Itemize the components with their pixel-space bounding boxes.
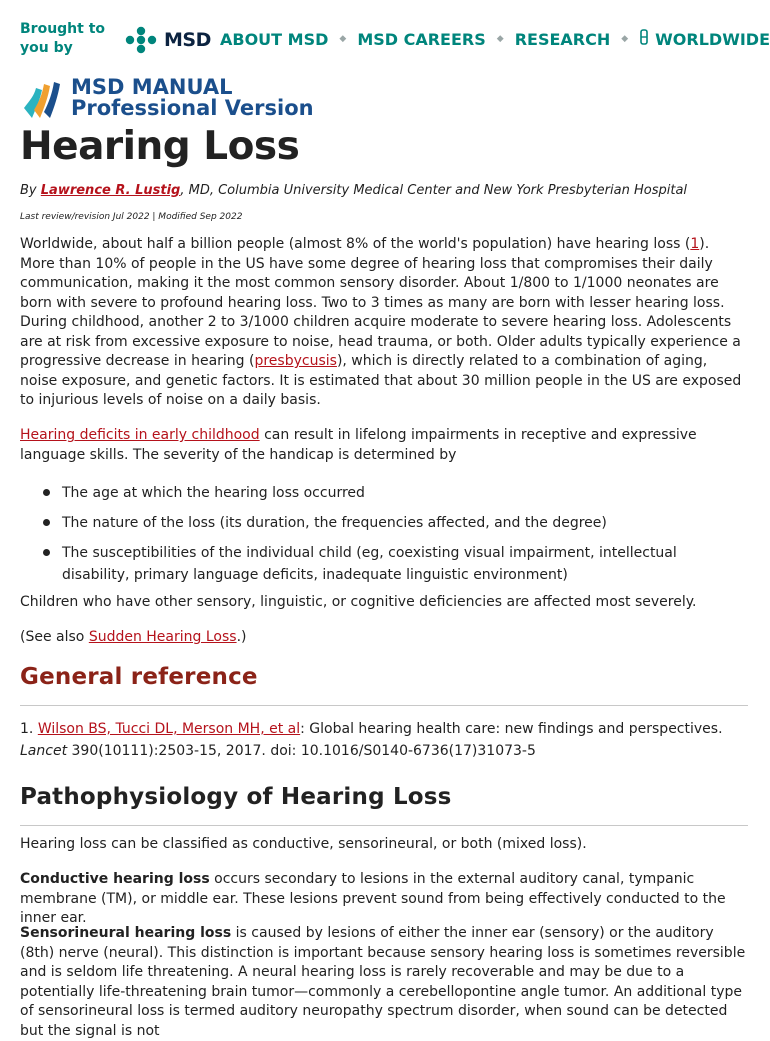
conductive-paragraph — [20, 870, 748, 929]
page-title: Hearing Loss — [20, 124, 300, 169]
classification-paragraph: Hearing loss can be classified as conductive, sensorineural, or both (mixed loss). — [20, 836, 587, 852]
intro-text-3: ), which is directly related to a combination of aging, noise exposure, and genetic factors. It is estimated that about 30 million people in the US are exposed to injurious levels of noise on a daily basis. — [20, 353, 742, 408]
childhood-text: can result in lifelong impairments in receptive and expressive language skills. The severity of the handicap is determined by — [20, 427, 697, 463]
see-also — [20, 628, 748, 648]
list-item: The nature of the loss (its duration, the frequencies affected, and the degree) — [20, 512, 748, 534]
reference-authors-link[interactable]: Wilson BS, Tucci DL, Merson MH, et al — [37, 721, 301, 737]
reference-title: : Global hearing health care: new findings and perspectives. — [300, 721, 723, 737]
reference-entry — [20, 718, 755, 762]
author-link[interactable]: Lawrence R. Lustig — [40, 183, 181, 198]
reference-journal: Lancet — [20, 743, 68, 759]
list-item: The age at which the hearing loss occurred — [20, 482, 748, 504]
severity-list — [20, 482, 748, 594]
byline-prefix: By — [20, 183, 37, 198]
byline — [20, 182, 760, 200]
hearing-deficits-link[interactable]: Hearing deficits in early childhood — [20, 427, 260, 443]
childhood-paragraph — [20, 426, 748, 465]
reference-link-1[interactable]: 1 — [690, 236, 700, 252]
msd-logo-icon — [124, 26, 158, 54]
nav-research[interactable]: RESEARCH — [514, 29, 611, 49]
nav-about-msd[interactable]: ABOUT MSD — [220, 29, 329, 49]
nav-separator-icon: ◆ — [621, 34, 629, 44]
conductive-text: occurs secondary to lesions in the external auditory canal, tympanic membrane (TM), or middle ear. These lesions prevent sound from being effectively conducted to the inner ear. — [20, 871, 726, 926]
see-also-suffix: .) — [236, 629, 247, 645]
msd-manual-logo-icon — [22, 78, 64, 120]
msd-wordmark: MSD — [164, 29, 211, 51]
sensorineural-text: is caused by lesions of either the inner ear (sensory) or the auditory (8th) nerve (neural). This distinction is important because sensory hearing loss is sometimes reversible and is seldom life threatening. A neural hearing loss is rarely recoverable and may be due to a potentially life-threatening brain tumor—commonly a cerebellopontine angle tumor. An additional type of sensorineural loss is termed auditory neuropathy spectrum disorder, when sound can be detected but the signal is not — [20, 925, 746, 1039]
reference-number: 1. — [20, 721, 38, 737]
msd-logo[interactable] — [124, 26, 211, 54]
presbycusis-link[interactable]: presbycusis — [254, 353, 337, 369]
review-date: Last review/revision Jul 2022 | Modified Sep 2022 — [20, 212, 243, 222]
divider — [20, 825, 748, 826]
sensorineural-paragraph — [20, 924, 748, 1041]
byline-affiliation: , MD, Columbia University Medical Center and New York Presbyterian Hospital — [180, 183, 688, 198]
sudden-hearing-loss-link[interactable]: Sudden Hearing Loss — [88, 629, 237, 645]
intro-text-2: ). More than 10% of people in the US have some degree of hearing loss that compromises their daily communication, making it the most common sensory disorder. About 1/800 to 1/1000 neonates are born with severe to profound hearing loss. Two to 3 times as many are born with lesser hearing loss. During childhood, another 2 to 3/1000 children acquire moderate to severe hearing loss. Adolescents are at risk from excessive exposure to noise, head trauma, or both. Older adults typically experience a progressive decrease in hearing ( — [20, 236, 741, 369]
divider — [20, 705, 748, 706]
brand-line1: MSD MANUAL — [71, 75, 233, 99]
brand-line2: Professional Version — [71, 96, 314, 120]
top-nav — [220, 29, 770, 49]
globe-icon — [639, 29, 649, 49]
nav-msd-careers[interactable]: MSD CAREERS — [357, 29, 486, 49]
see-also-prefix: (See also — [20, 629, 89, 645]
sensorineural-term: Sensorineural hearing loss — [20, 925, 232, 941]
intro-text-1: Worldwide, about half a billion people (almost 8% of the world's population) have hearing loss ( — [20, 236, 691, 252]
pathophysiology-heading: Pathophysiology of Hearing Loss — [20, 784, 452, 810]
nav-separator-icon: ◆ — [496, 34, 504, 44]
nav-worldwide[interactable]: WORLDWIDE — [655, 29, 770, 49]
brought-to-you-by: Brought to you by — [20, 21, 106, 56]
site-header — [0, 0, 768, 76]
list-item: The susceptibilities of the individual child (eg, coexisting visual impairment, intellectual disability, primary language deficits, inadequate linguistic environment) — [20, 542, 748, 586]
general-reference-heading: General reference — [20, 664, 258, 690]
intro-paragraph — [20, 235, 748, 411]
nav-separator-icon: ◆ — [339, 34, 347, 44]
deficiencies-paragraph: Children who have other sensory, linguistic, or cognitive deficiencies are affected most severely. — [20, 594, 697, 610]
reference-citation: 390(10111):2503-15, 2017. doi: 10.1016/S0140-6736(17)31073-5 — [67, 743, 536, 759]
conductive-term: Conductive hearing loss — [20, 871, 210, 887]
